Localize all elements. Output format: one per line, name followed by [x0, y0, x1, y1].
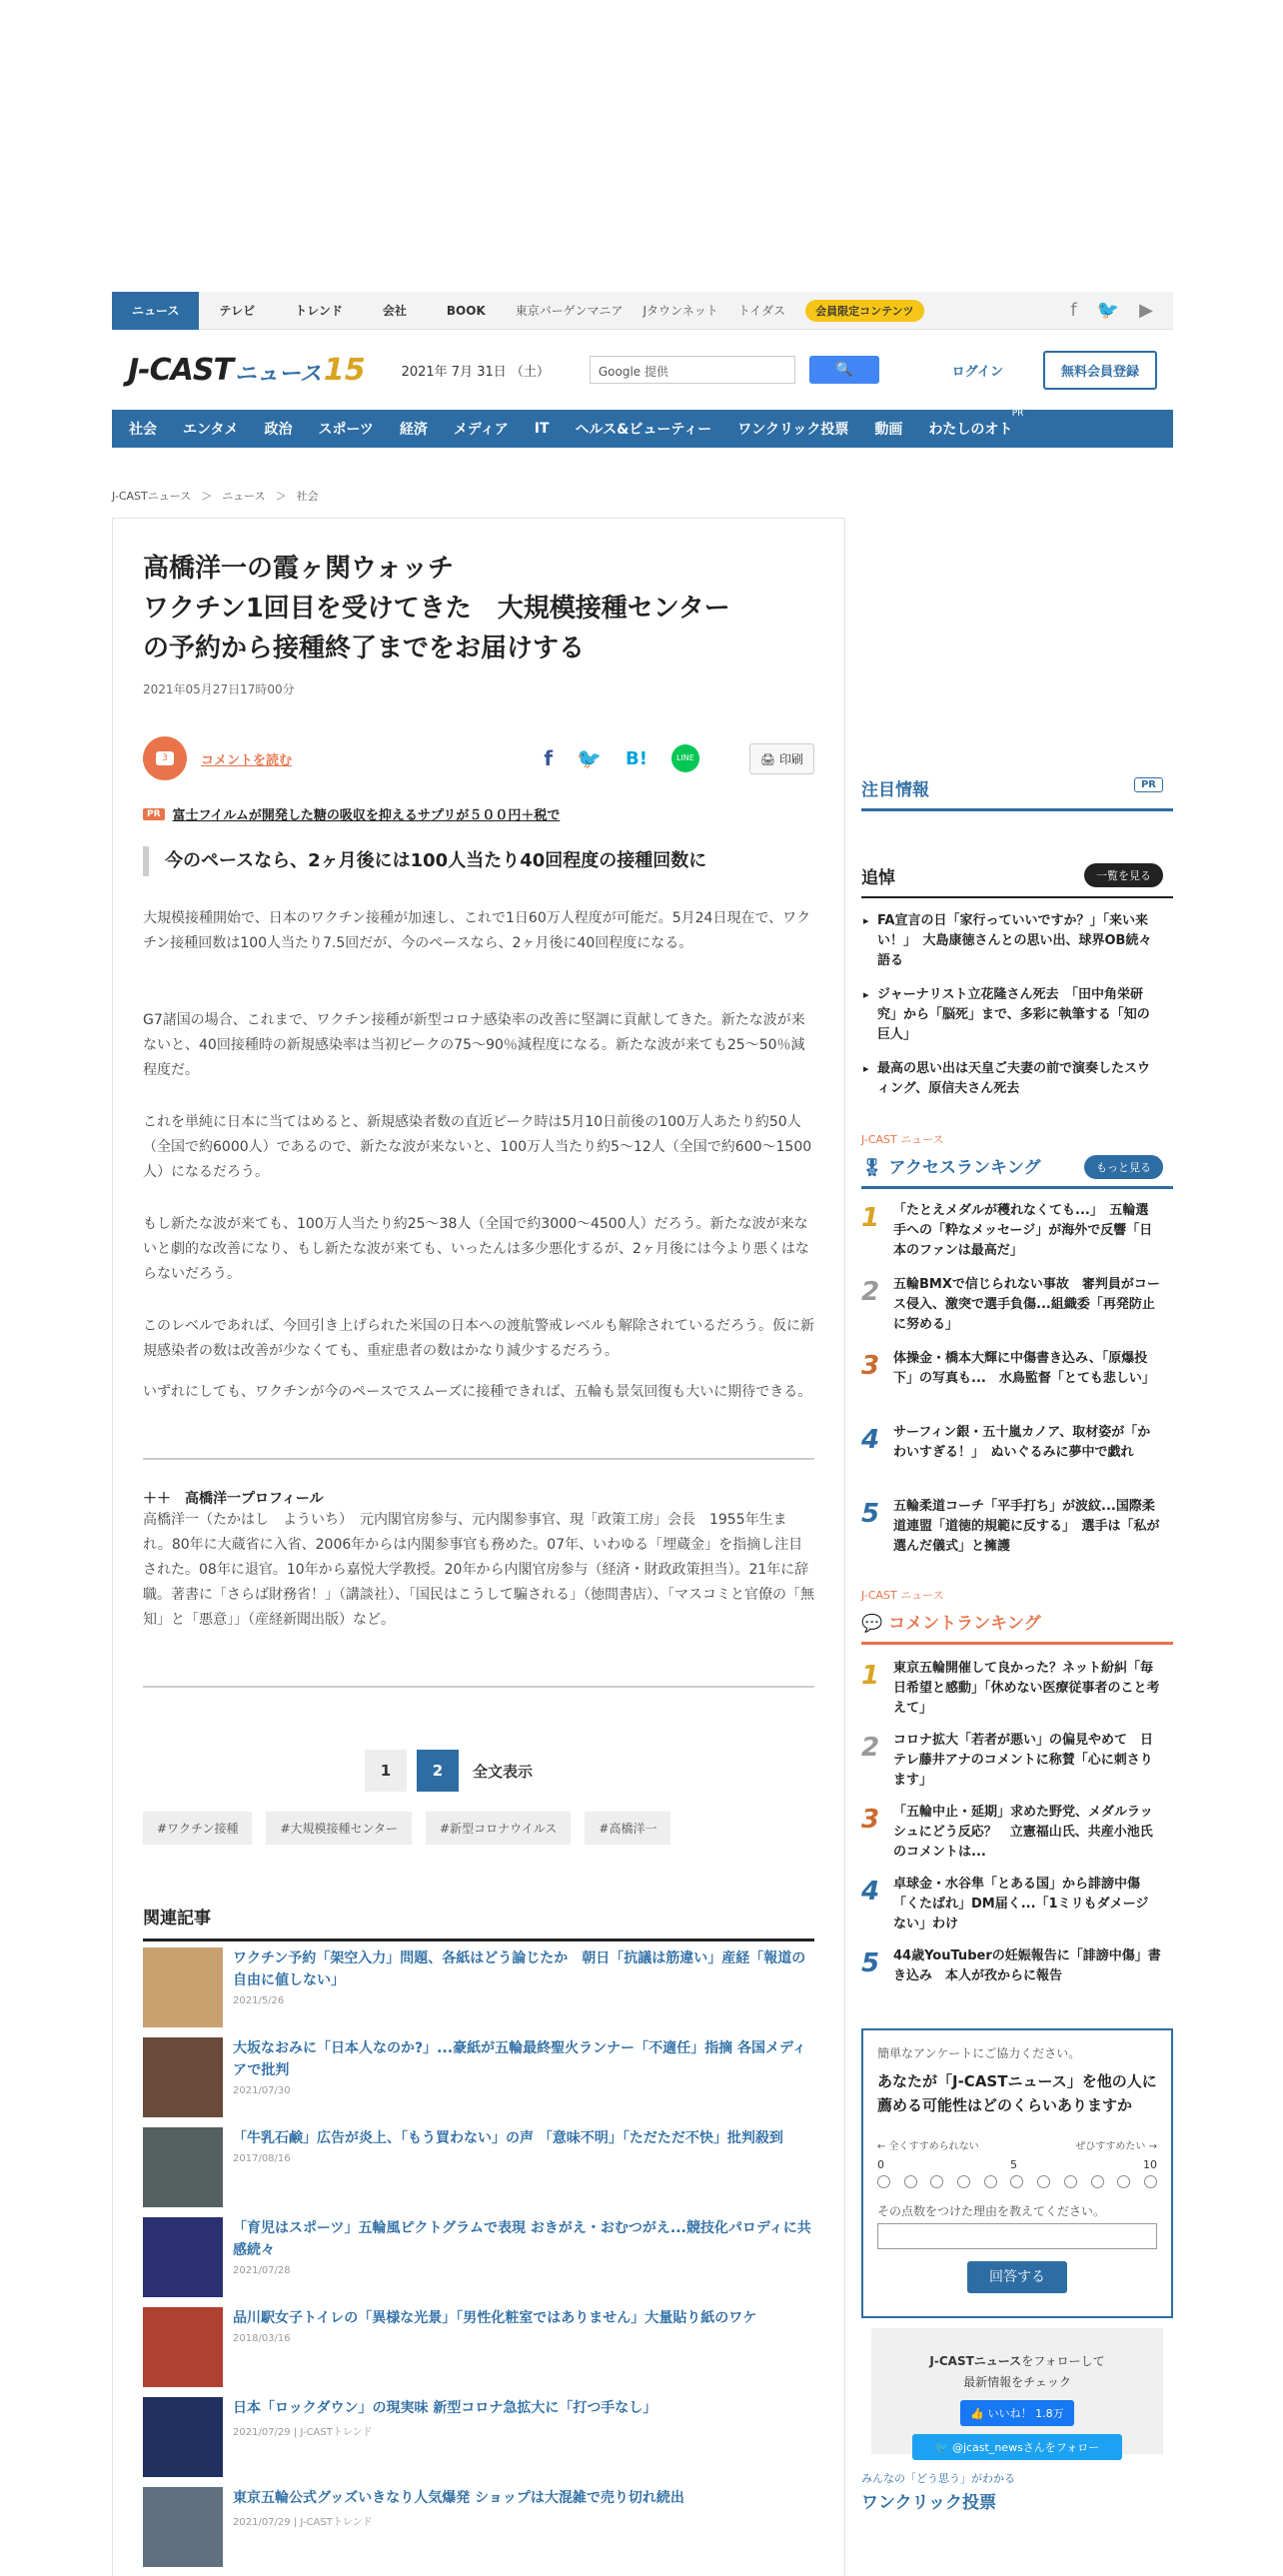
section-kicker: J-CAST ニュース — [861, 1589, 944, 1602]
breadcrumb-news[interactable]: ニュース — [222, 490, 266, 503]
breadcrumb — [112, 488, 1173, 504]
related-title: 東京五輪公式グッズいきなり人気爆発 ショップは大混雑で売り切れ続出 — [233, 2490, 684, 2506]
survey-question: あなたが「J-CASTニュース」を他の人に薦める可能性はどのくらいありますか — [877, 2072, 1157, 2114]
score-radio[interactable] — [1037, 2175, 1050, 2188]
tag-mass-vaccination[interactable]: #大規模接種センター — [266, 1812, 412, 1845]
facebook-icon[interactable]: f — [1070, 300, 1077, 321]
ribbon-icon: 🎖 — [861, 1158, 889, 1178]
reason-input[interactable] — [877, 2223, 1157, 2249]
ranking-item[interactable] — [861, 1946, 1161, 1986]
pr-badge: PR — [1134, 777, 1163, 792]
scale-high-label: ぜひすすめたい → — [1075, 2141, 1157, 2152]
related-title: 「育児はスポーツ」五輪風ピクトグラムで表現 おきがえ・おむつがえ...競技化パロディに共感続々 — [233, 2220, 811, 2258]
ranking-item[interactable] — [861, 1349, 1161, 1389]
ranking-item[interactable] — [861, 1275, 1161, 1335]
paragraph: もし新たな波が来ても、100万人当たり約25～38人（全国で約3000～4500人）だろう。新たな波が来ないと劇的な改善になり、もし新たな波が来ても、いったんは多少悪化するが、2ヶ月後には今より悪くはならないだろう。 — [143, 1216, 809, 1282]
score-radio-group — [877, 2175, 1157, 2188]
rank-number: 3 — [861, 1351, 880, 1381]
cat-health-beauty[interactable]: ヘルス&ビューティー — [575, 422, 712, 438]
reason-label: その点数をつけた理由を教えてください。 — [877, 2204, 1106, 2218]
article-thumbnail — [143, 2127, 223, 2207]
ranking-title: 44歳YouTuberの妊娠報告に「誹謗中傷」書き込み 本人が孜からに報告 — [893, 1948, 1161, 1983]
search-button[interactable] — [809, 356, 879, 384]
page-2-button[interactable]: 2 — [417, 1750, 459, 1792]
ranking-item[interactable] — [861, 1875, 1161, 1934]
score-radio[interactable] — [1091, 2175, 1104, 2188]
facebook-like-button[interactable]: 👍 いいね！ 1.8万 — [960, 2400, 1073, 2426]
article-title: 高橋洋一の霞ヶ関ウォッチ ワクチン1回目を受けてきた 大規模接種センター の予約から接種終了までをお届けする — [143, 554, 730, 663]
article-thumbnail — [143, 2037, 223, 2117]
paragraph: 大規模接種開始で、日本のワクチン接種が加速し、これで1日60万人程度が可能だ。5月24日現在で、ワクチン接種回数は100人当たり7.5回だが、今のペースなら、2ヶ月後に40回程度になる。 — [143, 910, 811, 951]
access-ranking-heading: 🎖 アクセスランキング — [861, 1153, 1173, 1189]
profile-heading: ＋＋ 高橋洋一プロフィール — [143, 1491, 324, 1507]
cat-watashi-no-oto[interactable]: わたしのオト PR — [928, 409, 1024, 438]
ranking-item[interactable] — [861, 1659, 1161, 1719]
link-toidas[interactable]: トイダス — [737, 303, 786, 318]
ranking-title: 「五輪中止・延期」求めた野党、メダルラッシュにどう反応？ 立憲福山氏、共産小池氏のコメントは... — [893, 1805, 1153, 1860]
ranking-title: 五輪BMXで信じられない事故 審判員がコース侵入、激突で選手負傷...組織委「再発防止に努める」 — [893, 1277, 1160, 1332]
related-date: 2021/07/28 — [233, 2265, 291, 2276]
tab-tv[interactable]: テレビ — [219, 303, 256, 318]
related-date: 2021/07/29 | J-CASTトレンド — [233, 2427, 373, 2438]
related-date: 2017/08/16 — [233, 2153, 291, 2164]
search-form — [590, 356, 879, 384]
tag-takahashi[interactable]: #高橋洋一 — [585, 1812, 670, 1845]
rank-number: 1 — [861, 1203, 880, 1233]
rank-number: 4 — [861, 1425, 880, 1455]
obituary-more-button[interactable]: 一覧を見る — [1084, 863, 1163, 887]
chevron-right-icon: ＞ — [201, 490, 213, 503]
notice-heading: 注目情報 PR — [861, 775, 1173, 811]
link-jtown[interactable]: Jタウンネット — [642, 303, 718, 318]
register-button[interactable]: 無料会員登録 — [1043, 351, 1157, 390]
cat-one-click-vote[interactable]: ワンクリック投票 — [737, 422, 849, 438]
site-logo[interactable]: J-CAST ニュース 15 — [128, 352, 366, 388]
divider — [143, 1686, 814, 1688]
paragraph: これを単純に日本に当てはめると、新規感染者数の直近ピーク時は5月10日前後の100万人あたり約50人（全国で約6000人）であるので、新たな波が来ないと、100万人当たり約5～12人（全国で約600～1500人）になるだろう。 — [143, 1114, 812, 1180]
printer-icon: 🖨 — [759, 751, 779, 766]
twitter-follow-button[interactable]: 🐦 @jcast_newsさんをフォロー — [912, 2434, 1122, 2460]
ranking-title: 五輪柔道コーチ「平手打ち」が波紋...国際柔道連盟「道徳的規範に反する」 選手は「私が選んだ儀式」と擁護 — [893, 1499, 1160, 1554]
comment-ranking-heading: 💬 コメントランキング — [861, 1609, 1173, 1645]
article-date: 2021年05月27日17時00分 — [143, 682, 295, 696]
youtube-icon[interactable]: ▶ — [1139, 300, 1153, 321]
related-title: 品川駅女子トイレの「異様な光景」「男性化粧室ではありません」大量貼り紙のワケ — [233, 2310, 757, 2326]
related-date: 2021/07/29 | J-CASTトレンド — [233, 2517, 373, 2528]
tab-trend[interactable]: トレンド — [295, 303, 343, 318]
cat-it[interactable]: IT — [534, 421, 550, 437]
ranking-item[interactable] — [861, 1423, 1161, 1463]
rank-number: 4 — [861, 1877, 880, 1907]
obituary-item[interactable]: ▸ FA宣言の日「家行っていいですか？」「来い来い！」 大島康徳さんとの思い出、球界OB続々語る — [861, 911, 1161, 971]
related-title: 大坂なおみに「日本人なのか?」...豪紙が五輪最終聖火ランナー「不適任」指摘 各国メディアで批判 — [233, 2040, 806, 2078]
score-radio[interactable] — [904, 2175, 917, 2188]
score-radio[interactable] — [1144, 2175, 1157, 2188]
score-radio[interactable] — [984, 2175, 997, 2188]
related-article[interactable] — [143, 2127, 814, 2207]
ranking-item[interactable] — [861, 1803, 1161, 1863]
facebook-share-icon[interactable]: f — [544, 746, 554, 770]
score-radio[interactable] — [930, 2175, 943, 2188]
rank-number: 1 — [861, 1661, 880, 1691]
cat-video[interactable]: 動画 — [874, 422, 903, 438]
related-title: 「牛乳石鹸」広告が炎上、「もう買わない」の声 「意味不明」「ただただ不快」批判殺到 — [233, 2130, 783, 2146]
obituary-heading: 追悼 — [861, 863, 1173, 898]
related-date: 2021/5/26 — [233, 1995, 285, 2006]
access-ranking-more-button[interactable]: もっと見る — [1084, 1155, 1163, 1179]
pagination — [113, 1750, 784, 1792]
twitter-share-icon[interactable]: 🐦 — [577, 746, 602, 770]
cat-politics[interactable]: 政治 — [264, 422, 293, 438]
submit-survey-button[interactable]: 回答する — [967, 2261, 1067, 2293]
link-bargain-mania[interactable]: 東京バーゲンマニア — [515, 303, 624, 318]
obituary-item[interactable]: ▸ 最高の思い出は天皇ご夫妻の前で演奏したスウィング、原信夫さん死去 — [861, 1059, 1161, 1099]
rank-number: 2 — [861, 1733, 880, 1763]
cat-economy[interactable]: 経済 — [399, 422, 428, 438]
section-kicker: J-CAST ニュース — [861, 1133, 944, 1146]
score-radio[interactable] — [1010, 2175, 1023, 2188]
cat-sports[interactable]: スポーツ — [318, 422, 374, 438]
search-icon: 🔍 — [835, 362, 853, 378]
scale-low-label: ← 全くすすめられない — [877, 2141, 979, 2152]
breadcrumb-society[interactable]: 社会 — [296, 490, 319, 503]
related-title: ワクチン予約「架空入力」問題、各紙はどう論じたか 朝日「抗議は筋違い」産経「報道の自由に値しない」 — [233, 1950, 806, 1988]
pr-ad-line[interactable] — [143, 804, 814, 823]
rank-number: 2 — [861, 1277, 880, 1307]
related-article[interactable] — [143, 2487, 814, 2567]
read-comments-link[interactable]: コメントを読む — [201, 752, 293, 768]
article-thumbnail — [143, 2487, 223, 2567]
ranking-title: 「たとえメダルが穫れなくても...」 五輪選手への「粋なメッセージ」が海外で反響「日本のファンは最高だ」 — [893, 1203, 1153, 1258]
profile-text: 高橋洋一（たかはし よういち） 元内閣官房参与、元内閣参事官、現「政策工房」会長 1955年生まれ。80年に大蔵省に入省、2006年からは内閣参事官も務めた。07年、いわゆる「埋蔵金」を指摘し注目された。08年に退官。10年から嘉悦大学教授。20年から内閣官房参与（経済・財政政策担当）。21年に辞職。著書に「さらば財務省！」（講談社）、「国民はこうして騙される」（徳間書店）、「マスコミと官僚の「無知」と「悪意」」（産経新聞出版）など。 — [143, 1512, 814, 1628]
related-date: 2018/03/16 — [233, 2333, 291, 2344]
ranking-title: サーフィン銀・五十嵐カノア、取材姿が「かわいすぎる！」 ぬいぐるみに夢中で戯れ — [893, 1425, 1151, 1460]
chevron-right-icon: ＞ — [275, 490, 287, 503]
ranking-item[interactable] — [861, 1201, 1161, 1261]
pr-badge: PR — [1011, 409, 1024, 419]
top-nav — [112, 292, 1173, 330]
speech-bubble-icon: 💬 — [861, 1614, 889, 1634]
tab-book[interactable]: BOOK — [446, 303, 486, 318]
cat-media[interactable]: メディア — [453, 422, 509, 438]
twitter-icon[interactable]: 🐦 — [1096, 300, 1120, 321]
survey-box: 簡単なアンケートにご協力ください。 あなたが「J-CASTニュース」を他の人に薦める可能性はどのくらいありますか ← 全くすすめられない ぜひすすめたい → 0 5 10 その点数をつけた理由を教えてください。 回答する — [861, 2028, 1173, 2318]
site-header — [112, 345, 1173, 395]
ranking-title: 卓球金・水谷隼「とある国」から誹謗中傷 「くたばれ」DM届く...「1ミリもダメージない」わけ — [893, 1877, 1154, 1932]
login-link[interactable]: ログイン — [951, 364, 1003, 380]
article-thumbnail — [143, 2307, 223, 2387]
tag-covid[interactable]: #新型コロナウイルス — [426, 1812, 571, 1845]
print-button[interactable]: 🖨 印刷 — [749, 743, 814, 774]
article-thumbnail — [143, 2217, 223, 2297]
pr-ad-text: 富士フイルムが開発した糖の吸収を抑えるサプリが５００円＋税で — [172, 808, 561, 823]
survey-intro: 簡単なアンケートにご協力ください。 — [877, 2046, 1081, 2060]
social-links — [1070, 300, 1173, 321]
ranking-item[interactable] — [861, 1497, 1161, 1557]
author-profile — [143, 1488, 814, 1633]
related-article[interactable] — [143, 1947, 814, 2027]
tag-list — [143, 1812, 814, 1845]
article-thumbnail — [143, 1947, 223, 2027]
divider — [143, 1458, 814, 1460]
ranking-title: 東京五輪開催して良かった？ネット紛糾「毎日希望と感動」「休めない医療従事者のこと考えて」 — [893, 1661, 1160, 1716]
category-nav — [112, 410, 1173, 448]
related-article[interactable] — [143, 2307, 814, 2387]
paragraph: いずれにしても、ワクチンが今のペースでスムーズに接種できれば、五輪も景気回復も大いに期待できる。 — [143, 1384, 812, 1400]
member-content-badge[interactable]: 会員限定コンテンツ — [805, 300, 923, 322]
related-article[interactable] — [143, 2037, 814, 2117]
score-radio[interactable] — [1064, 2175, 1077, 2188]
score-radio[interactable] — [1117, 2175, 1130, 2188]
line-share-icon[interactable]: LINE — [671, 744, 699, 772]
rank-number: 5 — [861, 1499, 880, 1529]
cat-entertainment[interactable]: エンタメ — [183, 422, 239, 438]
rank-number: 5 — [861, 1948, 880, 1978]
paragraph: G7諸国の場合、これまで、ワクチン接種が新型コロナ感染率の改善に堅調に貢献してきた。新たな波が来ないと、40回接種時の新規感染率は当初ピークの75～90％減程度になる。新たな波が来ても25～50％減程度だ。 — [143, 1012, 805, 1078]
article-subhead: 今のペースなら、2ヶ月後には100人当たり40回程度の接種回数に — [143, 846, 814, 876]
search-input[interactable]: Google 提供 — [590, 356, 795, 384]
ranking-item[interactable] — [861, 1731, 1161, 1791]
tag-vaccine[interactable]: #ワクチン接種 — [143, 1812, 252, 1845]
related-date: 2021/07/30 — [233, 2085, 291, 2096]
rank-number: 3 — [861, 1805, 880, 1835]
pr-badge: PR — [143, 808, 165, 820]
article-thumbnail — [143, 2397, 223, 2477]
tab-news[interactable]: ニュース — [112, 292, 199, 330]
breadcrumb-home[interactable]: J-CASTニュース — [112, 490, 192, 503]
hatena-bookmark-icon[interactable]: B! — [625, 747, 647, 769]
show-all-link[interactable]: 全文表示 — [472, 1762, 533, 1781]
related-article[interactable] — [143, 2217, 814, 2297]
comment-icon[interactable]: 3 — [143, 736, 187, 780]
section-kicker: みんなの「どう思う」がわかる — [861, 2472, 1015, 2485]
ranking-title: 体操金・橋本大輝に中傷書き込み、「原爆投下」の写真も... 水鳥監督「とても悲しい」 — [893, 1351, 1155, 1386]
obituary-item[interactable]: ▸ ジャーナリスト立花隆さん死去 「田中角栄研究」から「脳死」まで、多彩に執筆する「知の巨人」 — [861, 985, 1161, 1045]
score-radio[interactable] — [877, 2175, 890, 2188]
related-heading: 関連記事 — [143, 1904, 814, 1941]
header-date: 2021年 7月 31日 （土） — [401, 364, 550, 380]
follow-box: J-CASTニュースをフォローして 最新情報をチェック 👍 いいね！ 1.8万 🐦 @jcast_newsさんをフォロー — [871, 2328, 1163, 2454]
related-title: 日本「ロックダウン」の現実味 新型コロナ急拡大に「打つ手なし」 — [233, 2400, 657, 2416]
related-article[interactable] — [143, 2397, 814, 2477]
tab-company[interactable]: 会社 — [382, 303, 407, 318]
vote-heading: ワンクリック投票 — [861, 2493, 996, 2513]
article-body — [112, 518, 845, 2576]
ranking-title: コロナ拡大「若者が悪い」の偏見やめて 日テレ藤井アナのコメントに称賛「心に刺さります」 — [893, 1733, 1154, 1788]
page-1-button[interactable]: 1 — [365, 1750, 407, 1792]
paragraph: このレベルであれば、今回引き上げられた米国の日本への渡航警戒レベルも解除されているだろう。仮に新規感染者の数は改善が少なくても、重症患者の数はかなり減少するだろう。 — [143, 1318, 814, 1359]
article-action-bar — [143, 736, 814, 780]
cat-society[interactable]: 社会 — [129, 422, 157, 438]
score-radio[interactable] — [957, 2175, 970, 2188]
